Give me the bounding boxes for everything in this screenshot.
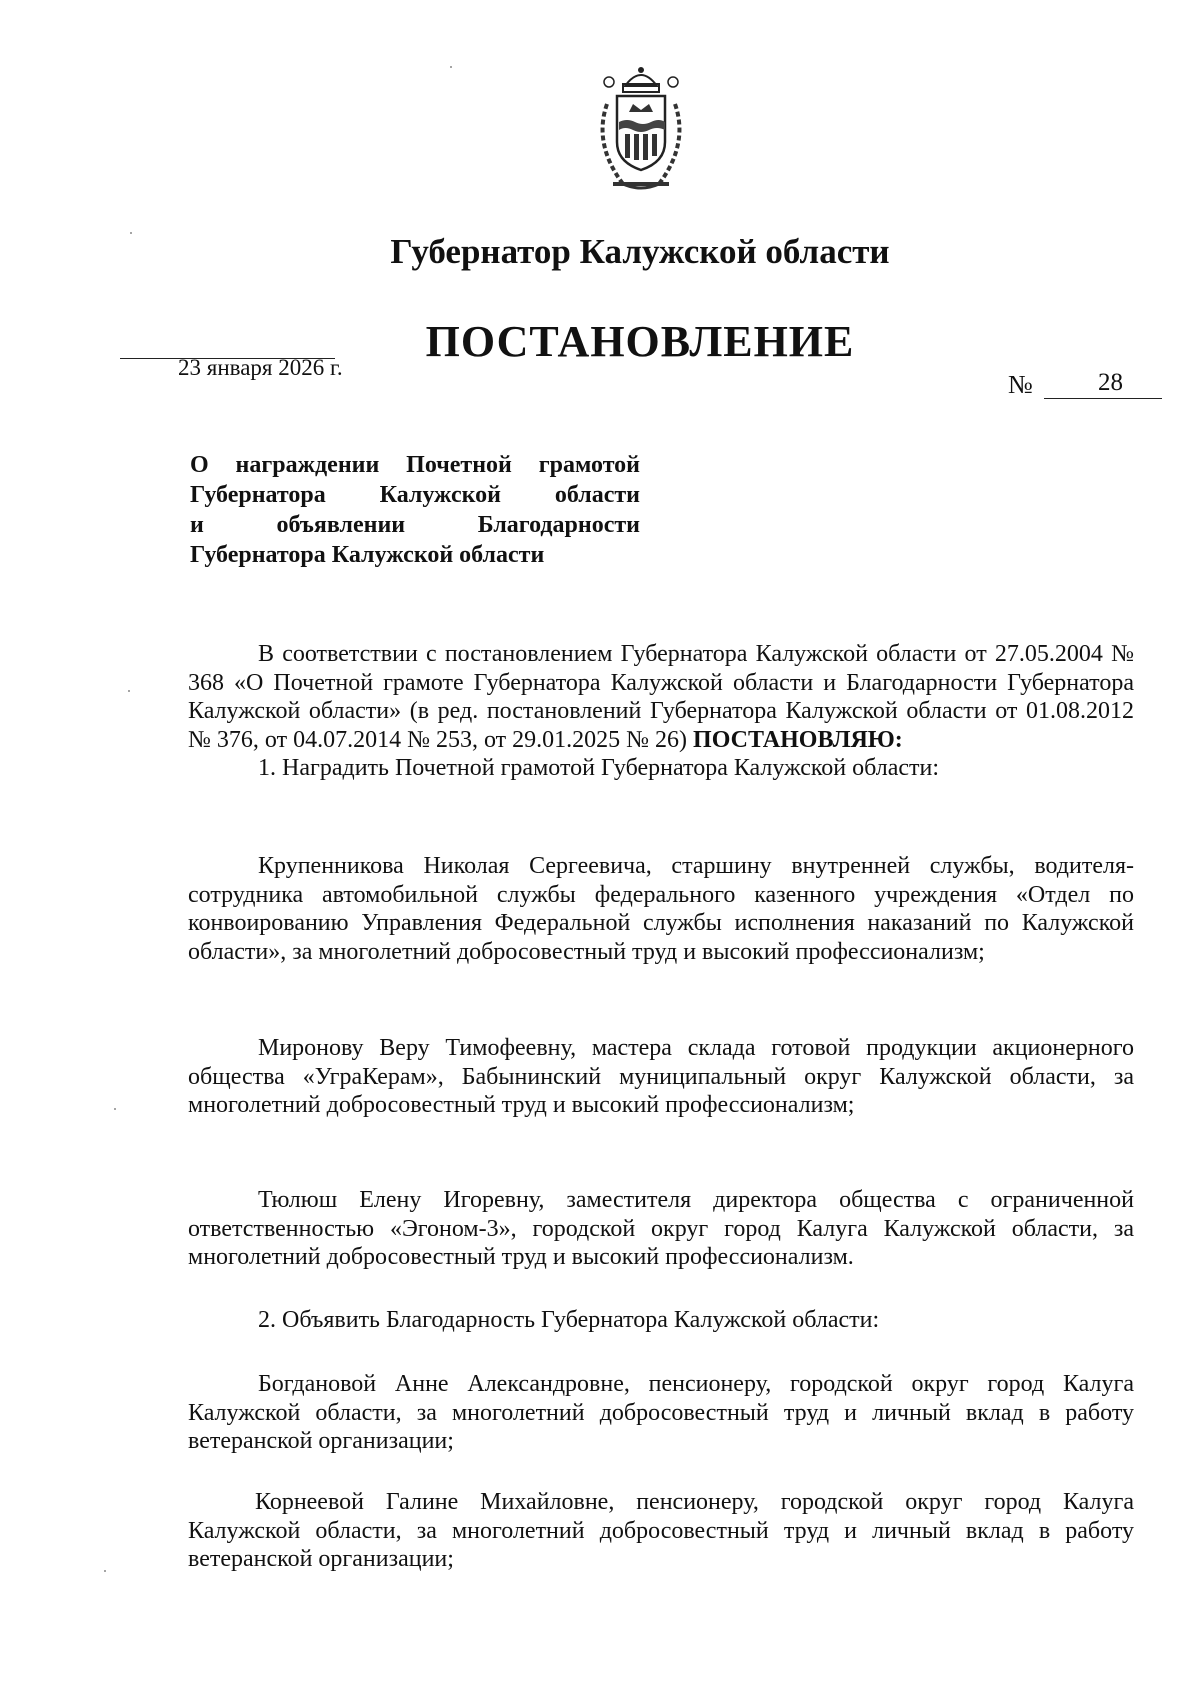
title-line: О награждении Почетной грамотой [190,452,640,478]
document-subject-title [190,450,640,570]
scan-speck [128,690,130,692]
number-label: № [1008,370,1033,399]
number-underline [1044,398,1162,399]
organization-title: Губернатор Калужской области [390,232,890,271]
gratitude-item-text: Богдановой Анне Александровне, пенсионеру, городской округ город Калуга Калужской области, за многолетний добросовестный труд и личный вклад в работу ветеранской организации; [188,1371,1134,1454]
title-line: Губернатора Калужской области [190,482,640,508]
document-date: 23 января 2026 г. [178,355,343,380]
gratitude-item-text: Корнеевой Галине Михайловне, пенсионеру, городской округ город Калуга Калужской области, за многолетний добросовестный труд и личный вклад в работу ветеранской организации; [188,1489,1134,1572]
award-item-1 [188,852,1134,966]
award-item-3 [188,1186,1134,1272]
gratitude-item-1 [188,1370,1134,1456]
scan-speck [450,66,452,68]
award-item-text: Крупенникова Николая Сергеевича, старшину внутренней службы, водителя-сотрудника автомобильной службы федерального казенного учреждения «Отдел по конвоированию Управления Федеральной службы исполнения наказаний по Калужской области», за многолетний добросовестный труд и высокий профессионализм; [188,853,1134,965]
award-item-2 [188,1034,1134,1120]
section2-heading: 2. Объявить Благодарность Губернатора Калужской области: [258,1307,880,1333]
document-number: 28 [1098,369,1123,396]
preamble-paragraph [188,640,1134,783]
award-item-text: Миронову Веру Тимофеевну, мастера склада готовой продукции акционерного общества «УграКерам», Бабынинский муниципальный округ Калужской области, за многолетний добросовестный труд и высокий профессионализм; [188,1035,1134,1118]
coat-of-arms-emblem [587,64,695,196]
preamble-text: В соответствии с постановлением Губернатора Калужской области от 27.05.2004 № 368 «О Почетной грамоте Губернатора Калужской области и Благодарности Губернатора Калужской области» (в ред. постановлений Губернатора Калужской области от 01.08.2012 № 376, от 04.07.2014 № 253, от 29.01.2025 № 26) [188,641,1134,753]
section1-heading: 1. Наградить Почетной грамотой Губернатора Калужской области: [258,755,940,781]
award-item-text: Тюлюш Елену Игоревну, заместителя директора общества с ограниченной ответственностью «Эгоном-3», городской округ город Калуга Калужской области, за многолетний добросовестный труд и высокий профессионализм. [188,1187,1134,1270]
decree-word: ПОСТАНОВЛЯЮ: [693,726,903,753]
scan-speck [104,1570,106,1572]
title-line: Губернатора Калужской области [190,542,545,568]
document-type-heading: ПОСТАНОВЛЕНИЕ [425,317,855,366]
scan-speck [130,232,132,234]
scan-speck [114,1108,116,1110]
section2-heading-block [188,1306,1134,1335]
title-line: и объявлении Благодарности [190,512,640,538]
gratitude-item-2 [188,1488,1134,1574]
